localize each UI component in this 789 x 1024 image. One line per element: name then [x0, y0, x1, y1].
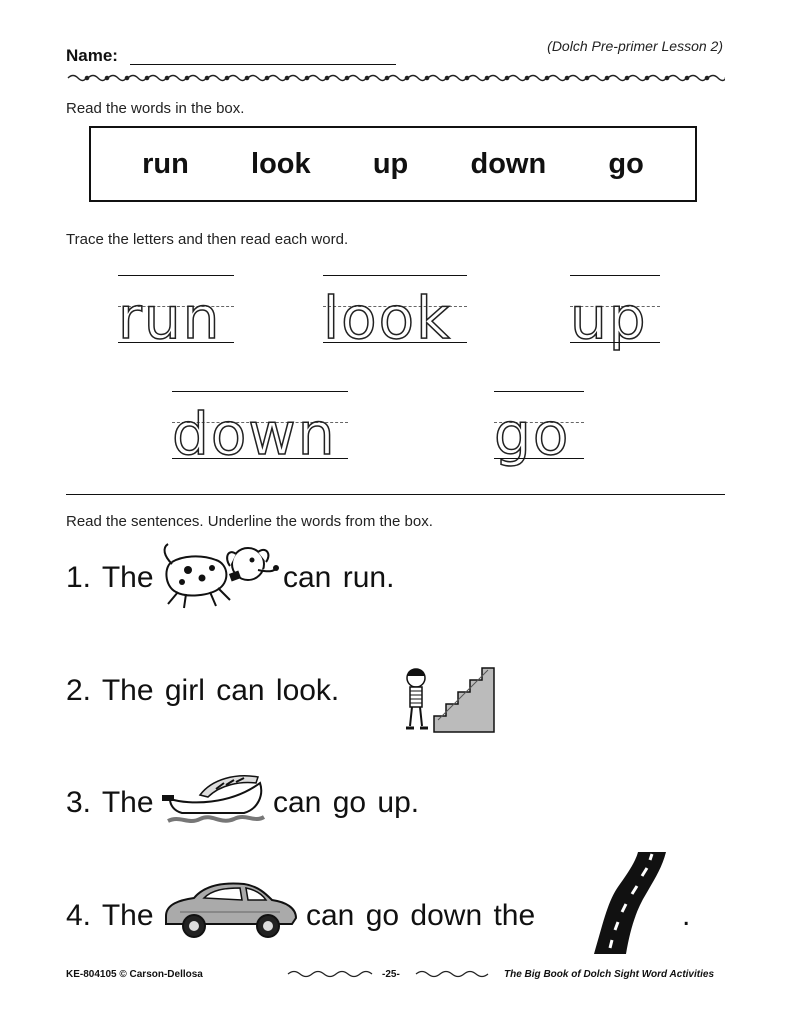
- guide-top-run: [118, 275, 234, 276]
- guide-top-go: [494, 391, 584, 392]
- dog-icon: [158, 542, 280, 610]
- trace-word-up[interactable]: up: [570, 284, 648, 352]
- guide-base-go: [494, 458, 584, 459]
- instruction-trace: Trace the letters and then read each word.: [66, 231, 349, 248]
- sentence-3: [66, 786, 154, 820]
- car-icon: [160, 876, 300, 942]
- word-look: look: [251, 147, 311, 180]
- sentence-text[interactable]: The: [101, 561, 154, 594]
- road-icon: [590, 850, 668, 956]
- sentence-text[interactable]: The: [101, 899, 154, 932]
- guide-base-run: [118, 342, 234, 343]
- sentence-1: [66, 561, 154, 595]
- name-label: Name:: [66, 46, 118, 65]
- sentence-3-end[interactable]: can go up.: [273, 786, 420, 819]
- sentence-text[interactable]: The: [101, 786, 154, 819]
- sentence-4-period: .: [682, 899, 691, 932]
- word-go: go: [608, 147, 644, 180]
- sentence-4: [66, 899, 154, 933]
- footer-ornament-right: [414, 969, 494, 979]
- footer-book-title: The Big Book of Dolch Sight Word Activities: [504, 969, 715, 980]
- footer-code: KE-804105 © Carson-Dellosa: [66, 969, 203, 980]
- sentence-2: [66, 674, 339, 708]
- name-line[interactable]: [130, 64, 396, 65]
- sentence-number: 4.: [66, 899, 92, 932]
- sentence-number: 2.: [66, 674, 92, 707]
- sentence-4-end[interactable]: can go down the: [306, 899, 536, 932]
- guide-base-down: [172, 458, 348, 459]
- decorative-border: [66, 72, 725, 84]
- sentence-number: 1.: [66, 561, 92, 594]
- girl-on-stairs-icon: [398, 660, 498, 734]
- page-number: -25-: [382, 969, 400, 980]
- trace-word-look[interactable]: look: [323, 284, 452, 352]
- trace-word-run[interactable]: run: [118, 284, 222, 352]
- guide-top-down: [172, 391, 348, 392]
- trace-word-go[interactable]: go: [494, 400, 571, 468]
- sentence-number: 3.: [66, 786, 92, 819]
- guide-top-look: [323, 275, 467, 276]
- boat-icon: [160, 765, 268, 827]
- word-run: run: [142, 147, 189, 180]
- sentence-text[interactable]: The girl can look.: [101, 674, 340, 707]
- instruction-underline: Read the sentences. Underline the words from the box.: [66, 513, 433, 530]
- sentence-1-end[interactable]: can run.: [283, 561, 395, 594]
- footer-ornament-left: [286, 969, 376, 979]
- word-box: [89, 126, 697, 202]
- guide-base-up: [570, 342, 660, 343]
- guide-top-up: [570, 275, 660, 276]
- word-up: up: [372, 147, 409, 180]
- word-down: down: [470, 147, 547, 180]
- lesson-label: (Dolch Pre-primer Lesson 2): [547, 38, 723, 54]
- section-divider: [66, 494, 725, 495]
- trace-word-down[interactable]: down: [172, 400, 337, 468]
- instruction-read-box: Read the words in the box.: [66, 100, 245, 117]
- guide-base-look: [323, 342, 467, 343]
